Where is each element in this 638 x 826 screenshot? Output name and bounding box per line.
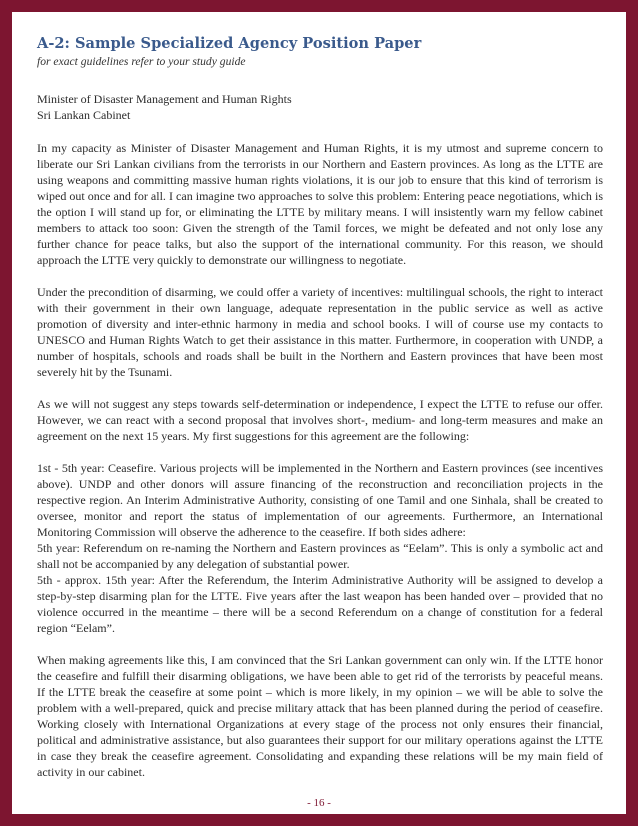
- sender-block: [37, 91, 603, 123]
- paragraph-phase-2: 5th year: Referendum on re-naming the Northern and Eastern provinces as “Eelam”. This is only a symbolic act and shall not be accompanied by any delegation of substantial power.: [37, 541, 603, 571]
- paragraph-incentives: Under the precondition of disarming, we could offer a variety of incentives: multilingual schools, the right to interact with their government in their own language, adequate representation in the public service as well as active promotion of diversity and inter-ethnic harmony in media and school books. I will of course use my contacts to UNESCO and Human Rights Watch to get their assistance in this matter. Furthermore, in cooperation with UNDP, a number of hospitals, schools and roads shall be built in the Northern and Eastern provinces that have been most severely hit by the Tsunami.: [37, 285, 603, 379]
- document-body: [37, 35, 603, 780]
- paragraph-second-proposal: As we will not suggest any steps towards self-determination or independence, I expect the LTTE to refuse our offer. However, we can react with a second proposal that involves short-, medium- and long-term measures and make an agreement on the next 15 years. My first suggestions for this agreement are the following:: [37, 397, 603, 443]
- sender-organization: Sri Lankan Cabinet: [37, 108, 131, 122]
- page-subtitle: for exact guidelines refer to your study guide: [37, 55, 246, 68]
- paragraph-phase-3: 5th - approx. 15th year: After the Referendum, the Interim Administrative Authority will be assigned to develop a step-by-step disarming plan for the LTTE. Five years after the last weapon has been handed over – provided that no violence occurred in the meantime – there will be a second Referendum on a change of constitution for a federal region “Eelam”.: [37, 573, 603, 635]
- paragraph-phase-1: 1st - 5th year: Ceasefire. Various projects will be implemented in the Northern and Eastern provinces (see incentives above). UNDP and other donors will assure financing of the reconstruction and reconciliation projects in the respective region. An Interim Administrative Authority, consisting of one Tamil and one Sinhala, shall be created to oversee, monitor and report the status of implementation of our agreements. Furthermore, an International Monitoring Commission will observe the adherence to the ceasefire. If both sides adhere:: [37, 461, 603, 539]
- page-title: A-2: Sample Specialized Agency Position Paper: [37, 35, 422, 52]
- page-number: - 16 -: [307, 797, 331, 809]
- sender-role: Minister of Disaster Management and Human Rights: [37, 92, 292, 106]
- paragraph-intro: In my capacity as Minister of Disaster Management and Human Rights, it is my utmost and supreme concern to liberate our Sri Lankan civilians from the terrorists in our Northern and Eastern provinces. As long as the LTTE are using weapons and committing massive human rights violations, it is our job to ensure that this kind of terrorism is wiped out once and for all. I can imagine two approaches to solve this problem: Entering peace negotiations, which is the option I will stand up for, or eliminating the LTTE by military means. I will insistently warn my fellow cabinet members to attack too soon: Given the strength of the Tamil forces, we might be defeated and not only lose any further chance for peace talks, but also the support of the international community. For this reason, we should approach the LTTE very quickly to demonstrate our willingness to negotiate.: [37, 141, 603, 267]
- paragraph-conclusion: When making agreements like this, I am convinced that the Sri Lankan government can only win. If the LTTE honor the ceasefire and fulfill their disarming obligations, we have been able to get rid of the terrorists by peaceful means. If the LTTE break the ceasefire at some point – which is more likely, in my opinion – we will be able to solve the problem with a well-prepared, quick and precise military attack that has been planned during the period of ceasefire. Working closely with International Organizations at every stage of the process not only ensures their financial, political and administrative assistance, but also guarantees their support for our military operations against the LTTE in case they break the ceasefire agreement. Consolidating and expanding these relations will be my main field of activity in our cabinet.: [37, 653, 603, 779]
